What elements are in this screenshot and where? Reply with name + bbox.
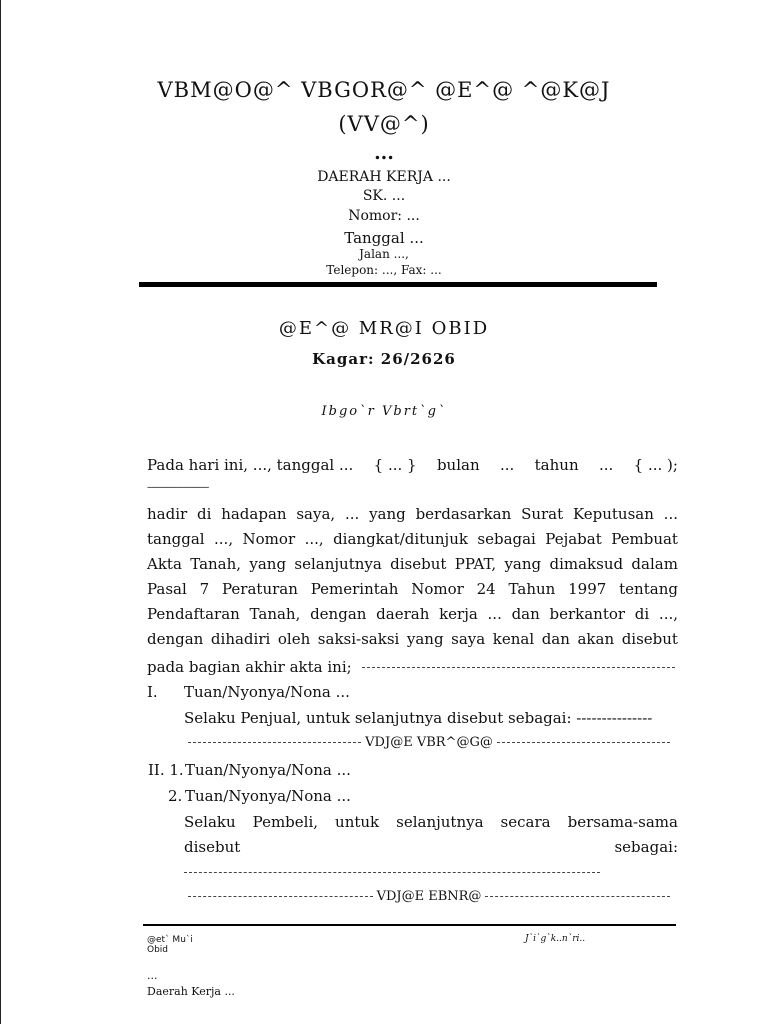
header-tanggal: Tanggal ... [344,229,424,247]
opening-dashes: ------------------------------ [147,483,209,493]
word: Nomor [242,530,296,548]
word: oleh [277,630,311,648]
word: dalam [631,555,678,573]
paragraph-line [147,577,678,602]
word: bulan [436,456,480,474]
word: ... [499,456,515,474]
opening-line [147,453,678,478]
word: ... [487,605,502,623]
word: selanjutnya [396,813,484,831]
paragraph-line [147,527,678,552]
word: berkantor [549,605,626,623]
word: Pasal [147,580,187,598]
word: disebut [184,838,241,856]
word: bersama-sama [567,813,678,831]
word: dengan [310,605,367,623]
word: dengan [147,630,204,648]
word: saya, [296,505,336,523]
word: di [196,505,212,523]
word: untuk [335,813,380,831]
word: Tanah, [190,555,242,573]
word: Selaku [184,813,236,831]
word: saya [451,630,486,648]
word: PPAT, [454,555,497,573]
pihak1-line [184,735,674,750]
header-sk: SK. ... [362,188,406,204]
footer-right-code: J`i`g`k..n`ri.. [525,934,586,944]
blank-line [184,872,600,873]
word: akan [577,630,615,648]
paragraph-line [147,502,678,527]
word: daerah [376,605,430,623]
header-title-line1: VBM@O@^ VBGOR@^ @E^@ ^@K@J [157,78,611,102]
word: Pemerintah [310,580,399,598]
word: Keputusan [572,505,654,523]
item2-role [184,810,678,860]
header-telepon: Telepon: ..., Fax: ... [326,263,442,277]
word: ... [598,456,614,474]
word: diangkat/ditunjuk [333,530,468,548]
word: { ... } [373,456,417,474]
word: Pembuat [611,530,678,548]
paragraph-line [147,602,678,627]
header-daerah: DAERAH KERJA ... [317,169,451,185]
word: berdasarkan [415,505,512,523]
footer-daerah: Daerah Kerja ... [147,985,235,998]
word: kerja [439,605,478,623]
item1-number: I. [147,683,158,701]
header-jalan: Jalan ..., [359,247,409,261]
word: Tahun [508,580,556,598]
word: saksi-saksi [317,630,400,648]
header-title-line3: ... [374,142,394,164]
word: ... [663,505,678,523]
word: sebagai [477,530,536,548]
footer-dots: ... [147,969,158,982]
word: Pejabat [545,530,602,548]
item2b-name: Tuan/Nyonya/Nona ... [185,787,351,805]
pihak1-label: VDJ@E VBR^@G@ [365,735,493,750]
word: tentang [619,580,678,598]
word: selanjutnya [294,555,382,573]
word: { ... ); [633,456,678,474]
word: yang [249,555,287,573]
word: dan [511,605,540,623]
pihak2-label: VDJ@E EBNR@ [376,889,482,904]
pihak1-dash-left [188,742,361,743]
akta-title: @E^@ MR@I OBID [278,318,490,339]
word: yang [406,630,444,648]
footer-code2: Obid [147,945,169,955]
word: yang [504,555,542,573]
word: Akta [147,555,182,573]
paragraph-last-line [147,658,675,676]
paragraph-line [147,627,678,652]
word: kenal [492,630,535,648]
word: 24 [476,580,496,598]
pihak2-dash-left [188,896,373,897]
word: Pendaftaran [147,605,240,623]
paragraph-opening [147,453,678,478]
word: Tanah, [249,605,301,623]
word: sebagai: [614,838,678,856]
word: ..., [304,530,324,548]
header-divider [139,282,657,287]
word: disebut [621,630,678,648]
item2b-number: 2. [168,787,183,805]
italic-line: Ibgo`r Vbrt`g` [321,404,447,419]
word: tanggal [147,530,205,548]
word: ... [344,505,360,523]
word: Nomor [411,580,464,598]
word: tahun [534,456,579,474]
word: dimaksud [549,555,624,573]
akta-nomor: Kagar: 26/2626 [312,350,456,368]
word: yang [369,505,406,523]
word: dan [541,630,570,648]
word: Pada hari ini, ..., tanggal ... [147,456,354,474]
word: hadir [147,505,188,523]
word: dihadiri [210,630,271,648]
paragraph-main [147,502,678,652]
word: ..., [214,530,234,548]
word: Peraturan [222,580,298,598]
word: Pembeli, [252,813,319,831]
word: disebut [390,555,447,573]
last-line-text: pada bagian akhir akta ini; [147,658,352,676]
item1-name: Tuan/Nyonya/Nona ... [184,683,350,701]
word: secara [500,813,551,831]
header-title-line2: (VV@^) [338,112,430,136]
word: hadapan [221,505,287,523]
pihak2-dash-right [485,896,670,897]
pihak2-line [184,889,674,904]
item2-role-line2 [184,835,678,860]
word: 7 [199,580,210,598]
word: di [634,605,650,623]
pihak1-dash-right [497,742,670,743]
word: 1997 [568,580,607,598]
footer-code1: @et` Mu`i [147,935,193,945]
footer-divider [143,924,676,926]
item2-name: Tuan/Nyonya/Nona ... [185,761,351,779]
header-nomor: Nomor: ... [348,208,420,224]
item1-role: Selaku Penjual, untuk selanjutnya disebut sebagai: --------------- [184,709,653,727]
word: ..., [658,605,678,623]
last-line-dashes [362,667,675,668]
word: Surat [521,505,564,523]
paragraph-line [147,552,678,577]
item2-role-line1 [184,810,678,835]
item2-number: II. 1. [148,761,184,779]
